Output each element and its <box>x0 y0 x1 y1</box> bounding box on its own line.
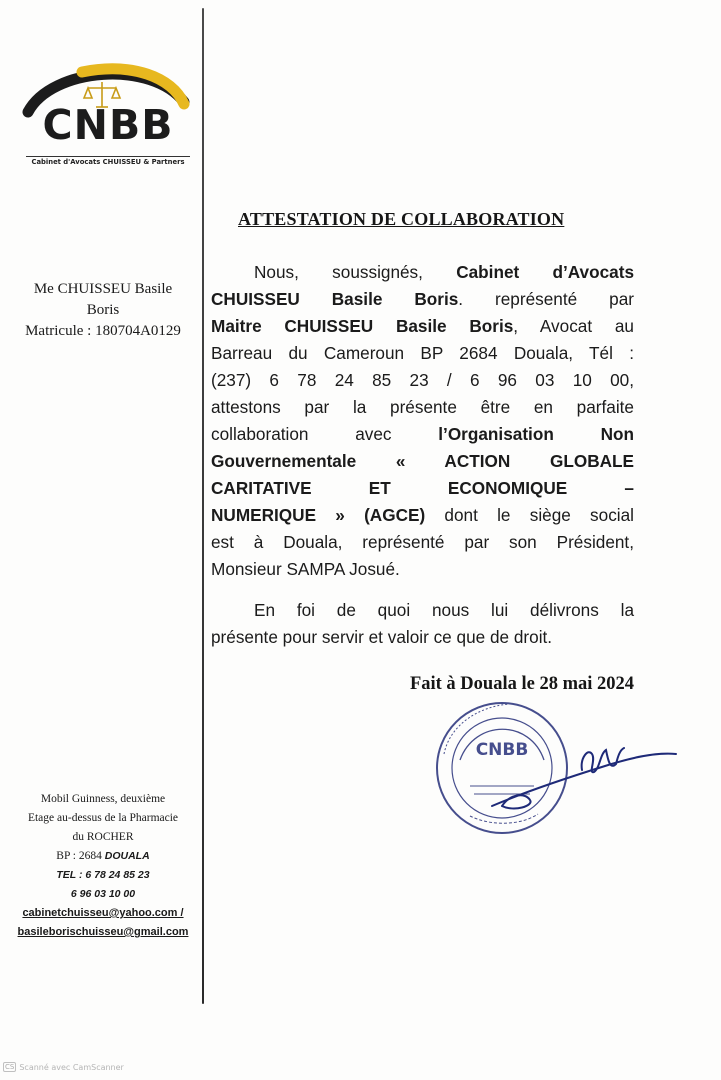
text-span: , Avocat au <box>513 316 634 336</box>
vertical-divider <box>202 8 204 1004</box>
scanner-watermark <box>3 1062 124 1072</box>
logo-subtitle: Cabinet d'Avocats CHUISSEU & Partners <box>26 156 190 166</box>
lawyer-name-line1: Me CHUISSEU Basile <box>33 281 173 297</box>
lawyer-name-line2: Boris <box>86 302 120 318</box>
phone-line1: TEL : 6 78 24 85 23 <box>56 869 150 881</box>
body-line: Barreau du Cameroun BP 2684 Douala, Tél : <box>211 343 634 363</box>
lawyer-matricule: Matricule : 180704A0129 <box>25 323 181 339</box>
lawyer-block <box>6 279 200 342</box>
body-line <box>211 313 634 340</box>
stamp-circle <box>437 703 567 833</box>
body-line: En foi de quoi nous lui délivrons la <box>254 600 634 620</box>
body-line <box>211 421 634 448</box>
email-link-yahoo[interactable]: cabinetchuisseu@yahoo.com / <box>22 907 184 919</box>
body-line <box>211 286 634 313</box>
cnbb-logo <box>22 62 194 170</box>
official-stamp-and-signature <box>430 694 680 844</box>
text-span: collaboration avec <box>211 424 392 444</box>
bp-label: BP : 2684 <box>56 850 102 862</box>
body-line: attestons par la présente être en parfaite <box>211 397 634 417</box>
body-line <box>211 259 634 286</box>
contact-block <box>6 790 200 942</box>
document-body <box>211 259 634 651</box>
body-line: Monsieur SAMPA Josué. <box>211 559 400 579</box>
scanner-note-text: Scanné avec CamScanner <box>19 1062 124 1072</box>
bp-city: DOUALA <box>104 850 150 862</box>
body-line <box>211 502 634 529</box>
firm-name: Cabinet d’Avocats <box>456 262 635 282</box>
address-line3: du ROCHER <box>72 831 134 843</box>
logo-wordmark: CNBB <box>42 101 174 149</box>
org-name: l’Organisation Non <box>438 424 634 444</box>
org-acronym: NUMERIQUE » (AGCE) <box>211 505 426 525</box>
lawyer-title-name: Maitre CHUISSEU Basile Boris <box>211 316 514 336</box>
address-line2: Etage au-dessus de la Pharmacie <box>27 812 179 824</box>
body-line: CARITATIVE ET ECONOMIQUE – <box>211 478 634 498</box>
closing-date-line: Fait à Douala le 28 mai 2024 <box>409 674 634 694</box>
firm-name-cont: CHUISSEU Basile Boris <box>211 289 459 309</box>
postal-box <box>6 847 200 866</box>
address-line1: Mobil Guinness, deuxième <box>40 793 166 805</box>
text-span: dont le siège social <box>425 505 634 525</box>
text-span: Nous, soussignés, <box>254 262 423 282</box>
body-line: est à Douala, représenté par son Président, <box>211 532 634 552</box>
phone-line2: 6 96 03 10 00 <box>70 888 136 900</box>
text-span: . représenté par <box>458 289 634 309</box>
stamp-logo-text: CNBB <box>475 740 529 760</box>
email-link-gmail[interactable]: basileborischuisseu@gmail.com <box>17 926 189 938</box>
body-line: présente pour servir et valoir ce que de droit. <box>211 627 553 647</box>
document-title: ATTESTATION DE COLLABORATION <box>238 209 565 229</box>
body-line: (237) 6 78 24 85 23 / 6 96 03 10 00, <box>211 370 634 390</box>
camscanner-icon: CS <box>5 1063 15 1071</box>
body-line: Gouvernementale « ACTION GLOBALE <box>211 451 634 471</box>
